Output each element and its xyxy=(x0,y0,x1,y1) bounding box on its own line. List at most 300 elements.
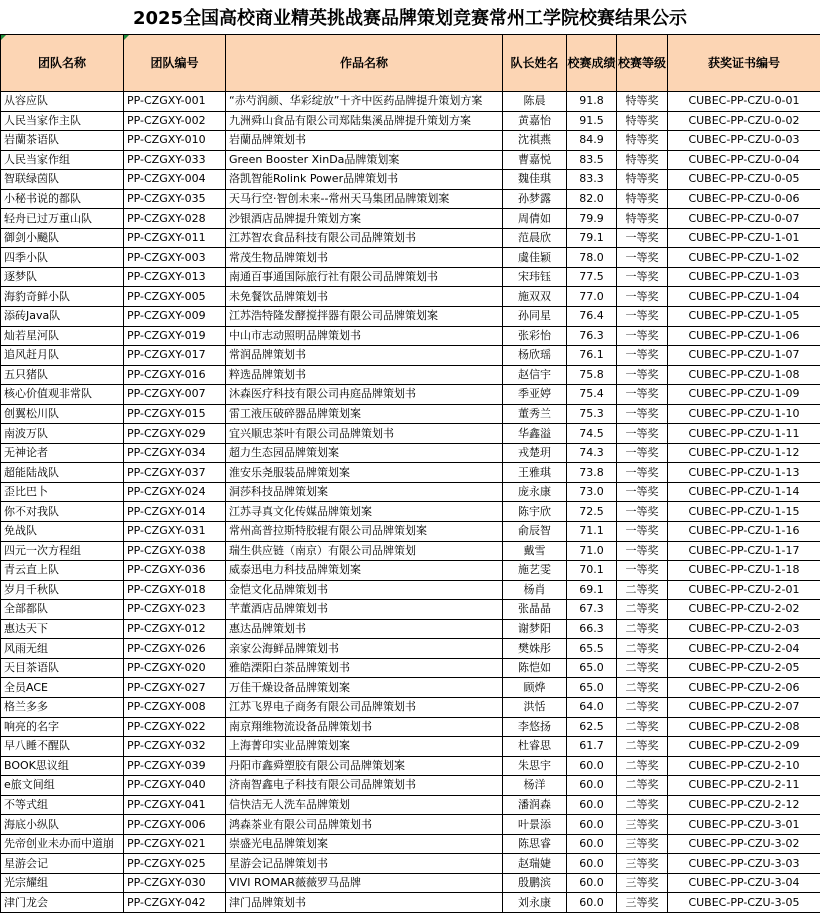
grade-cell[interactable]: 二等奖 xyxy=(617,756,668,776)
team-id-cell[interactable]: PP-CZGXY-008 xyxy=(124,697,226,717)
captain-cell[interactable]: 范晨欣 xyxy=(503,228,567,248)
grade-cell[interactable]: 一等奖 xyxy=(617,482,668,502)
work-name-cell[interactable]: 瑞生供应链（南京）有限公司品牌策划 xyxy=(226,541,503,561)
certificate-cell[interactable]: CUBEC-PP-CZU-3-05 xyxy=(668,893,820,913)
work-name-cell[interactable]: 超力生态园品牌策划案 xyxy=(226,443,503,463)
grade-cell[interactable]: 一等奖 xyxy=(617,248,668,268)
certificate-cell[interactable]: CUBEC-PP-CZU-3-02 xyxy=(668,834,820,854)
certificate-cell[interactable]: CUBEC-PP-CZU-2-02 xyxy=(668,600,820,620)
certificate-cell[interactable]: CUBEC-PP-CZU-2-04 xyxy=(668,639,820,659)
grade-cell[interactable]: 二等奖 xyxy=(617,619,668,639)
captain-cell[interactable]: 孙梦露 xyxy=(503,189,567,209)
work-name-cell[interactable]: 星游会记品牌策划书 xyxy=(226,854,503,874)
team-name-cell[interactable]: 创翼松川队 xyxy=(1,404,124,424)
team-name-cell[interactable]: e旅文间组 xyxy=(1,776,124,796)
captain-cell[interactable]: 黄嘉怡 xyxy=(503,111,567,131)
score-cell[interactable]: 84.9 xyxy=(567,131,617,151)
work-name-cell[interactable]: 南京翔维物流设备品牌策划书 xyxy=(226,717,503,737)
grade-cell[interactable]: 特等奖 xyxy=(617,150,668,170)
captain-cell[interactable]: 虞佳颖 xyxy=(503,248,567,268)
captain-cell[interactable]: 施艺雯 xyxy=(503,561,567,581)
work-name-cell[interactable]: 崇盛光电品牌策划案 xyxy=(226,834,503,854)
team-name-cell[interactable]: 无神论者 xyxy=(1,443,124,463)
team-name-cell[interactable]: 早八睡不醒队 xyxy=(1,737,124,757)
grade-cell[interactable]: 一等奖 xyxy=(617,385,668,405)
certificate-cell[interactable]: CUBEC-PP-CZU-1-05 xyxy=(668,307,820,327)
team-name-cell[interactable]: 星游会记 xyxy=(1,854,124,874)
team-name-cell[interactable]: 惠达天下 xyxy=(1,619,124,639)
grade-cell[interactable]: 一等奖 xyxy=(617,228,668,248)
captain-cell[interactable]: 陈晨 xyxy=(503,92,567,112)
certificate-cell[interactable]: CUBEC-PP-CZU-2-09 xyxy=(668,737,820,757)
score-cell[interactable]: 75.8 xyxy=(567,365,617,385)
team-name-cell[interactable]: 响亮的名字 xyxy=(1,717,124,737)
work-name-cell[interactable]: 雅皓溧阳白茶品牌策划书 xyxy=(226,658,503,678)
work-name-cell[interactable]: 鸿森茶业有限公司品牌策划书 xyxy=(226,815,503,835)
work-name-cell[interactable]: 宜兴顺忠茶叶有限公司品牌策划书 xyxy=(226,424,503,444)
certificate-cell[interactable]: CUBEC-PP-CZU-0-05 xyxy=(668,170,820,190)
captain-cell[interactable]: 张晶晶 xyxy=(503,600,567,620)
grade-cell[interactable]: 三等奖 xyxy=(617,834,668,854)
score-cell[interactable]: 61.7 xyxy=(567,737,617,757)
team-name-cell[interactable]: 海底小纵队 xyxy=(1,815,124,835)
work-name-cell[interactable]: 丹阳市鑫舜塑胶有限公司品牌策划案 xyxy=(226,756,503,776)
team-id-cell[interactable]: PP-CZGXY-017 xyxy=(124,346,226,366)
certificate-cell[interactable]: CUBEC-PP-CZU-2-01 xyxy=(668,580,820,600)
captain-cell[interactable]: 潘润森 xyxy=(503,795,567,815)
grade-cell[interactable]: 二等奖 xyxy=(617,600,668,620)
team-id-cell[interactable]: PP-CZGXY-004 xyxy=(124,170,226,190)
work-name-cell[interactable]: 江苏飞界电子商务有限公司品牌策划书 xyxy=(226,697,503,717)
team-id-cell[interactable]: PP-CZGXY-024 xyxy=(124,482,226,502)
grade-cell[interactable]: 二等奖 xyxy=(617,697,668,717)
grade-cell[interactable]: 三等奖 xyxy=(617,854,668,874)
captain-cell[interactable]: 施双双 xyxy=(503,287,567,307)
score-cell[interactable]: 60.0 xyxy=(567,756,617,776)
work-name-cell[interactable]: 洛凯智能Rolink Power品牌策划书 xyxy=(226,170,503,190)
work-name-cell[interactable]: 沐森医疗科技有限公司冉庭品牌策划书 xyxy=(226,385,503,405)
grade-cell[interactable]: 特等奖 xyxy=(617,111,668,131)
captain-cell[interactable]: 樊姝彤 xyxy=(503,639,567,659)
captain-cell[interactable]: 陈思睿 xyxy=(503,834,567,854)
team-name-cell[interactable]: 不等式组 xyxy=(1,795,124,815)
work-name-cell[interactable]: 雷工液压破碎器品牌策划案 xyxy=(226,404,503,424)
captain-cell[interactable]: 陈恺如 xyxy=(503,658,567,678)
grade-cell[interactable]: 二等奖 xyxy=(617,639,668,659)
team-id-cell[interactable]: PP-CZGXY-029 xyxy=(124,424,226,444)
work-name-cell[interactable]: 洞莎科技品牌策划案 xyxy=(226,482,503,502)
grade-cell[interactable]: 二等奖 xyxy=(617,658,668,678)
team-id-cell[interactable]: PP-CZGXY-019 xyxy=(124,326,226,346)
score-cell[interactable]: 67.3 xyxy=(567,600,617,620)
score-cell[interactable]: 71.0 xyxy=(567,541,617,561)
certificate-cell[interactable]: CUBEC-PP-CZU-1-15 xyxy=(668,502,820,522)
certificate-cell[interactable]: CUBEC-PP-CZU-0-04 xyxy=(668,150,820,170)
score-cell[interactable]: 76.3 xyxy=(567,326,617,346)
work-name-cell[interactable]: 万佳干燥设备品牌策划案 xyxy=(226,678,503,698)
team-name-cell[interactable]: 人民当家作组 xyxy=(1,150,124,170)
work-name-cell[interactable]: VIVI ROMAR薇薇罗马品牌 xyxy=(226,873,503,893)
team-name-cell[interactable]: 风雨无组 xyxy=(1,639,124,659)
work-name-cell[interactable]: “赤芍润颜、华彩绽放”十齐中医药品牌提升策划方案 xyxy=(226,92,503,112)
certificate-cell[interactable]: CUBEC-PP-CZU-1-11 xyxy=(668,424,820,444)
score-cell[interactable]: 82.0 xyxy=(567,189,617,209)
grade-cell[interactable]: 一等奖 xyxy=(617,502,668,522)
work-name-cell[interactable]: Green Booster XinDa品牌策划案 xyxy=(226,150,503,170)
captain-cell[interactable]: 孙同星 xyxy=(503,307,567,327)
header-work-name[interactable]: 作品名称 xyxy=(226,35,503,92)
grade-cell[interactable]: 三等奖 xyxy=(617,893,668,913)
grade-cell[interactable]: 一等奖 xyxy=(617,287,668,307)
team-id-cell[interactable]: PP-CZGXY-001 xyxy=(124,92,226,112)
work-name-cell[interactable]: 江苏寻真文化传媒品牌策划案 xyxy=(226,502,503,522)
team-id-cell[interactable]: PP-CZGXY-042 xyxy=(124,893,226,913)
work-name-cell[interactable]: 南通百事通国际旅行社有限公司品牌策划书 xyxy=(226,267,503,287)
grade-cell[interactable]: 二等奖 xyxy=(617,795,668,815)
team-id-cell[interactable]: PP-CZGXY-034 xyxy=(124,443,226,463)
work-name-cell[interactable]: 惠达品牌策划书 xyxy=(226,619,503,639)
grade-cell[interactable]: 一等奖 xyxy=(617,307,668,327)
team-name-cell[interactable]: 五只猪队 xyxy=(1,365,124,385)
score-cell[interactable]: 79.9 xyxy=(567,209,617,229)
certificate-cell[interactable]: CUBEC-PP-CZU-1-08 xyxy=(668,365,820,385)
captain-cell[interactable]: 李悠扬 xyxy=(503,717,567,737)
captain-cell[interactable]: 魏佳琪 xyxy=(503,170,567,190)
grade-cell[interactable]: 三等奖 xyxy=(617,815,668,835)
team-name-cell[interactable]: 津门龙会 xyxy=(1,893,124,913)
certificate-cell[interactable]: CUBEC-PP-CZU-1-01 xyxy=(668,228,820,248)
team-id-cell[interactable]: PP-CZGXY-010 xyxy=(124,131,226,151)
certificate-cell[interactable]: CUBEC-PP-CZU-2-10 xyxy=(668,756,820,776)
team-name-cell[interactable]: 岩蘭茶语队 xyxy=(1,131,124,151)
score-cell[interactable]: 60.0 xyxy=(567,815,617,835)
certificate-cell[interactable]: CUBEC-PP-CZU-1-04 xyxy=(668,287,820,307)
captain-cell[interactable]: 赵瑞婕 xyxy=(503,854,567,874)
team-id-cell[interactable]: PP-CZGXY-033 xyxy=(124,150,226,170)
work-name-cell[interactable]: 威泰迅电力科技品牌策划案 xyxy=(226,561,503,581)
team-name-cell[interactable]: 从容应队 xyxy=(1,92,124,112)
captain-cell[interactable]: 刘永康 xyxy=(503,893,567,913)
team-name-cell[interactable]: 小秘书说的都队 xyxy=(1,189,124,209)
work-name-cell[interactable]: 常润品牌策划书 xyxy=(226,346,503,366)
work-name-cell[interactable]: 江苏浩特隆发酵搅拌器有限公司品牌策划案 xyxy=(226,307,503,327)
score-cell[interactable]: 76.1 xyxy=(567,346,617,366)
team-id-cell[interactable]: PP-CZGXY-018 xyxy=(124,580,226,600)
header-certificate[interactable]: 获奖证书编号 xyxy=(668,35,820,92)
certificate-cell[interactable]: CUBEC-PP-CZU-3-03 xyxy=(668,854,820,874)
team-id-cell[interactable]: PP-CZGXY-041 xyxy=(124,795,226,815)
score-cell[interactable]: 77.0 xyxy=(567,287,617,307)
score-cell[interactable]: 77.5 xyxy=(567,267,617,287)
team-name-cell[interactable]: 青云直上队 xyxy=(1,561,124,581)
certificate-cell[interactable]: CUBEC-PP-CZU-2-11 xyxy=(668,776,820,796)
team-name-cell[interactable]: 灿若星河队 xyxy=(1,326,124,346)
certificate-cell[interactable]: CUBEC-PP-CZU-3-01 xyxy=(668,815,820,835)
score-cell[interactable]: 76.4 xyxy=(567,307,617,327)
team-name-cell[interactable]: 人民当家作主队 xyxy=(1,111,124,131)
grade-cell[interactable]: 二等奖 xyxy=(617,717,668,737)
grade-cell[interactable]: 一等奖 xyxy=(617,346,668,366)
score-cell[interactable]: 64.0 xyxy=(567,697,617,717)
team-name-cell[interactable]: 超能陆战队 xyxy=(1,463,124,483)
certificate-cell[interactable]: CUBEC-PP-CZU-1-12 xyxy=(668,443,820,463)
team-id-cell[interactable]: PP-CZGXY-035 xyxy=(124,189,226,209)
certificate-cell[interactable]: CUBEC-PP-CZU-1-17 xyxy=(668,541,820,561)
team-id-cell[interactable]: PP-CZGXY-030 xyxy=(124,873,226,893)
certificate-cell[interactable]: CUBEC-PP-CZU-1-06 xyxy=(668,326,820,346)
score-cell[interactable]: 65.0 xyxy=(567,678,617,698)
work-name-cell[interactable]: 常茂生物品牌策划书 xyxy=(226,248,503,268)
score-cell[interactable]: 83.3 xyxy=(567,170,617,190)
team-id-cell[interactable]: PP-CZGXY-037 xyxy=(124,463,226,483)
score-cell[interactable]: 83.5 xyxy=(567,150,617,170)
work-name-cell[interactable]: 上海菁印实业品牌策划案 xyxy=(226,737,503,757)
score-cell[interactable]: 91.5 xyxy=(567,111,617,131)
score-cell[interactable]: 60.0 xyxy=(567,776,617,796)
header-score[interactable]: 校赛成绩 xyxy=(567,35,617,92)
grade-cell[interactable]: 一等奖 xyxy=(617,463,668,483)
certificate-cell[interactable]: CUBEC-PP-CZU-1-13 xyxy=(668,463,820,483)
work-name-cell[interactable]: 津门品牌策划书 xyxy=(226,893,503,913)
grade-cell[interactable]: 一等奖 xyxy=(617,326,668,346)
certificate-cell[interactable]: CUBEC-PP-CZU-1-16 xyxy=(668,522,820,542)
team-id-cell[interactable]: PP-CZGXY-022 xyxy=(124,717,226,737)
work-name-cell[interactable]: 沙银酒店品牌提升策划方案 xyxy=(226,209,503,229)
grade-cell[interactable]: 二等奖 xyxy=(617,776,668,796)
score-cell[interactable]: 70.1 xyxy=(567,561,617,581)
score-cell[interactable]: 66.3 xyxy=(567,619,617,639)
team-id-cell[interactable]: PP-CZGXY-009 xyxy=(124,307,226,327)
score-cell[interactable]: 73.8 xyxy=(567,463,617,483)
certificate-cell[interactable]: CUBEC-PP-CZU-1-10 xyxy=(668,404,820,424)
captain-cell[interactable]: 杨欣瑶 xyxy=(503,346,567,366)
team-name-cell[interactable]: 全部都队 xyxy=(1,600,124,620)
grade-cell[interactable]: 一等奖 xyxy=(617,541,668,561)
team-name-cell[interactable]: BOOK思议组 xyxy=(1,756,124,776)
team-name-cell[interactable]: 追风赶月队 xyxy=(1,346,124,366)
header-team-id[interactable]: 团队编号 xyxy=(124,35,226,92)
certificate-cell[interactable]: CUBEC-PP-CZU-0-03 xyxy=(668,131,820,151)
score-cell[interactable]: 72.5 xyxy=(567,502,617,522)
captain-cell[interactable]: 周倩如 xyxy=(503,209,567,229)
header-grade[interactable]: 校赛等级 xyxy=(617,35,668,92)
score-cell[interactable]: 60.0 xyxy=(567,893,617,913)
captain-cell[interactable]: 庞永康 xyxy=(503,482,567,502)
score-cell[interactable]: 60.0 xyxy=(567,795,617,815)
captain-cell[interactable]: 宋玮钰 xyxy=(503,267,567,287)
work-name-cell[interactable]: 岩蘭品牌策划书 xyxy=(226,131,503,151)
score-cell[interactable]: 60.0 xyxy=(567,854,617,874)
team-id-cell[interactable]: PP-CZGXY-015 xyxy=(124,404,226,424)
captain-cell[interactable]: 王雅琪 xyxy=(503,463,567,483)
captain-cell[interactable]: 戎楚玥 xyxy=(503,443,567,463)
captain-cell[interactable]: 赵信宇 xyxy=(503,365,567,385)
team-id-cell[interactable]: PP-CZGXY-006 xyxy=(124,815,226,835)
certificate-cell[interactable]: CUBEC-PP-CZU-0-02 xyxy=(668,111,820,131)
team-name-cell[interactable]: 格兰多多 xyxy=(1,697,124,717)
work-name-cell[interactable]: 信快洁无人洗车品牌策划 xyxy=(226,795,503,815)
grade-cell[interactable]: 特等奖 xyxy=(617,209,668,229)
certificate-cell[interactable]: CUBEC-PP-CZU-3-04 xyxy=(668,873,820,893)
work-name-cell[interactable]: 亲家公海鲜品牌策划书 xyxy=(226,639,503,659)
team-id-cell[interactable]: PP-CZGXY-040 xyxy=(124,776,226,796)
captain-cell[interactable]: 沈祺燕 xyxy=(503,131,567,151)
team-name-cell[interactable]: 全员ACE xyxy=(1,678,124,698)
score-cell[interactable]: 78.0 xyxy=(567,248,617,268)
grade-cell[interactable]: 特等奖 xyxy=(617,92,668,112)
certificate-cell[interactable]: CUBEC-PP-CZU-1-14 xyxy=(668,482,820,502)
team-name-cell[interactable]: 逐梦队 xyxy=(1,267,124,287)
certificate-cell[interactable]: CUBEC-PP-CZU-0-06 xyxy=(668,189,820,209)
team-id-cell[interactable]: PP-CZGXY-016 xyxy=(124,365,226,385)
work-name-cell[interactable]: 淮安乐尧服装品牌策划案 xyxy=(226,463,503,483)
team-name-cell[interactable]: 御剑小飈队 xyxy=(1,228,124,248)
grade-cell[interactable]: 三等奖 xyxy=(617,873,668,893)
team-id-cell[interactable]: PP-CZGXY-036 xyxy=(124,561,226,581)
captain-cell[interactable]: 杨肖 xyxy=(503,580,567,600)
team-id-cell[interactable]: PP-CZGXY-026 xyxy=(124,639,226,659)
certificate-cell[interactable]: CUBEC-PP-CZU-1-09 xyxy=(668,385,820,405)
team-name-cell[interactable]: 你不对我队 xyxy=(1,502,124,522)
grade-cell[interactable]: 二等奖 xyxy=(617,580,668,600)
score-cell[interactable]: 74.3 xyxy=(567,443,617,463)
grade-cell[interactable]: 二等奖 xyxy=(617,678,668,698)
captain-cell[interactable]: 朱思宇 xyxy=(503,756,567,776)
team-name-cell[interactable]: 智联绿茵队 xyxy=(1,170,124,190)
certificate-cell[interactable]: CUBEC-PP-CZU-1-07 xyxy=(668,346,820,366)
certificate-cell[interactable]: CUBEC-PP-CZU-1-03 xyxy=(668,267,820,287)
captain-cell[interactable]: 杨洋 xyxy=(503,776,567,796)
score-cell[interactable]: 60.0 xyxy=(567,873,617,893)
team-id-cell[interactable]: PP-CZGXY-002 xyxy=(124,111,226,131)
work-name-cell[interactable]: 金恺文化品牌策划书 xyxy=(226,580,503,600)
captain-cell[interactable]: 叶景添 xyxy=(503,815,567,835)
certificate-cell[interactable]: CUBEC-PP-CZU-2-05 xyxy=(668,658,820,678)
score-cell[interactable]: 71.1 xyxy=(567,522,617,542)
score-cell[interactable]: 65.5 xyxy=(567,639,617,659)
team-id-cell[interactable]: PP-CZGXY-038 xyxy=(124,541,226,561)
team-name-cell[interactable]: 光宗耀组 xyxy=(1,873,124,893)
score-cell[interactable]: 74.5 xyxy=(567,424,617,444)
score-cell[interactable]: 69.1 xyxy=(567,580,617,600)
team-id-cell[interactable]: PP-CZGXY-032 xyxy=(124,737,226,757)
grade-cell[interactable]: 一等奖 xyxy=(617,522,668,542)
score-cell[interactable]: 75.4 xyxy=(567,385,617,405)
team-name-cell[interactable]: 歪比巴卜 xyxy=(1,482,124,502)
team-id-cell[interactable]: PP-CZGXY-007 xyxy=(124,385,226,405)
header-team-name[interactable]: 团队名称 xyxy=(1,35,124,92)
score-cell[interactable]: 73.0 xyxy=(567,482,617,502)
work-name-cell[interactable]: 九洲舜山食品有限公司郑陆集溪品牌提升策划方案 xyxy=(226,111,503,131)
score-cell[interactable]: 91.8 xyxy=(567,92,617,112)
certificate-cell[interactable]: CUBEC-PP-CZU-0-01 xyxy=(668,92,820,112)
captain-cell[interactable]: 洪恬 xyxy=(503,697,567,717)
captain-cell[interactable]: 曹嘉悦 xyxy=(503,150,567,170)
grade-cell[interactable]: 二等奖 xyxy=(617,737,668,757)
team-name-cell[interactable]: 添砖Java队 xyxy=(1,307,124,327)
grade-cell[interactable]: 特等奖 xyxy=(617,131,668,151)
certificate-cell[interactable]: CUBEC-PP-CZU-2-06 xyxy=(668,678,820,698)
captain-cell[interactable]: 张彩怡 xyxy=(503,326,567,346)
captain-cell[interactable]: 谢梦阳 xyxy=(503,619,567,639)
captain-cell[interactable]: 华鑫溢 xyxy=(503,424,567,444)
team-name-cell[interactable]: 轻舟已过万重山队 xyxy=(1,209,124,229)
team-id-cell[interactable]: PP-CZGXY-003 xyxy=(124,248,226,268)
team-id-cell[interactable]: PP-CZGXY-021 xyxy=(124,834,226,854)
team-name-cell[interactable]: 免战队 xyxy=(1,522,124,542)
team-name-cell[interactable]: 南波万队 xyxy=(1,424,124,444)
certificate-cell[interactable]: CUBEC-PP-CZU-2-08 xyxy=(668,717,820,737)
captain-cell[interactable]: 董秀兰 xyxy=(503,404,567,424)
captain-cell[interactable]: 季亚婷 xyxy=(503,385,567,405)
score-cell[interactable]: 65.0 xyxy=(567,658,617,678)
team-id-cell[interactable]: PP-CZGXY-031 xyxy=(124,522,226,542)
certificate-cell[interactable]: CUBEC-PP-CZU-1-18 xyxy=(668,561,820,581)
team-id-cell[interactable]: PP-CZGXY-027 xyxy=(124,678,226,698)
captain-cell[interactable]: 戴雪 xyxy=(503,541,567,561)
team-id-cell[interactable]: PP-CZGXY-039 xyxy=(124,756,226,776)
team-name-cell[interactable]: 岁月千秋队 xyxy=(1,580,124,600)
team-name-cell[interactable]: 四季小队 xyxy=(1,248,124,268)
grade-cell[interactable]: 特等奖 xyxy=(617,170,668,190)
work-name-cell[interactable]: 济南智鑫电子科技有限公司品牌策划书 xyxy=(226,776,503,796)
team-name-cell[interactable]: 天目茶语队 xyxy=(1,658,124,678)
team-name-cell[interactable]: 海豹奇鲜小队 xyxy=(1,287,124,307)
team-id-cell[interactable]: PP-CZGXY-023 xyxy=(124,600,226,620)
score-cell[interactable]: 62.5 xyxy=(567,717,617,737)
grade-cell[interactable]: 一等奖 xyxy=(617,443,668,463)
work-name-cell[interactable]: 江苏智农食品科技有限公司品牌策划书 xyxy=(226,228,503,248)
score-cell[interactable]: 60.0 xyxy=(567,834,617,854)
captain-cell[interactable]: 俞辰智 xyxy=(503,522,567,542)
grade-cell[interactable]: 一等奖 xyxy=(617,404,668,424)
captain-cell[interactable]: 陈宇欣 xyxy=(503,502,567,522)
certificate-cell[interactable]: CUBEC-PP-CZU-1-02 xyxy=(668,248,820,268)
team-name-cell[interactable]: 四元一次方程组 xyxy=(1,541,124,561)
team-id-cell[interactable]: PP-CZGXY-005 xyxy=(124,287,226,307)
team-id-cell[interactable]: PP-CZGXY-014 xyxy=(124,502,226,522)
team-id-cell[interactable]: PP-CZGXY-011 xyxy=(124,228,226,248)
certificate-cell[interactable]: CUBEC-PP-CZU-2-07 xyxy=(668,697,820,717)
work-name-cell[interactable]: 常州高普拉斯特胶辊有限公司品牌策划案 xyxy=(226,522,503,542)
certificate-cell[interactable]: CUBEC-PP-CZU-2-03 xyxy=(668,619,820,639)
grade-cell[interactable]: 特等奖 xyxy=(617,189,668,209)
grade-cell[interactable]: 一等奖 xyxy=(617,424,668,444)
team-id-cell[interactable]: PP-CZGXY-020 xyxy=(124,658,226,678)
team-id-cell[interactable]: PP-CZGXY-025 xyxy=(124,854,226,874)
grade-cell[interactable]: 一等奖 xyxy=(617,561,668,581)
captain-cell[interactable]: 顾烨 xyxy=(503,678,567,698)
certificate-cell[interactable]: CUBEC-PP-CZU-0-07 xyxy=(668,209,820,229)
work-name-cell[interactable]: 粹选品牌策划书 xyxy=(226,365,503,385)
grade-cell[interactable]: 一等奖 xyxy=(617,365,668,385)
team-name-cell[interactable]: 核心价值观非常队 xyxy=(1,385,124,405)
captain-cell[interactable]: 杜睿思 xyxy=(503,737,567,757)
work-name-cell[interactable]: 中山市志动照明品牌策划书 xyxy=(226,326,503,346)
captain-cell[interactable]: 殷鹏滨 xyxy=(503,873,567,893)
header-captain[interactable]: 队长姓名 xyxy=(503,35,567,92)
team-id-cell[interactable]: PP-CZGXY-013 xyxy=(124,267,226,287)
score-cell[interactable]: 79.1 xyxy=(567,228,617,248)
work-name-cell[interactable]: 芊董酒店品牌策划书 xyxy=(226,600,503,620)
grade-cell[interactable]: 一等奖 xyxy=(617,267,668,287)
certificate-cell[interactable]: CUBEC-PP-CZU-2-12 xyxy=(668,795,820,815)
score-cell[interactable]: 75.3 xyxy=(567,404,617,424)
team-id-cell[interactable]: PP-CZGXY-012 xyxy=(124,619,226,639)
team-name-cell[interactable]: 先帝创业未办而中道崩 xyxy=(1,834,124,854)
work-name-cell[interactable]: 未免餐饮品牌策划书 xyxy=(226,287,503,307)
team-id-cell[interactable]: PP-CZGXY-028 xyxy=(124,209,226,229)
